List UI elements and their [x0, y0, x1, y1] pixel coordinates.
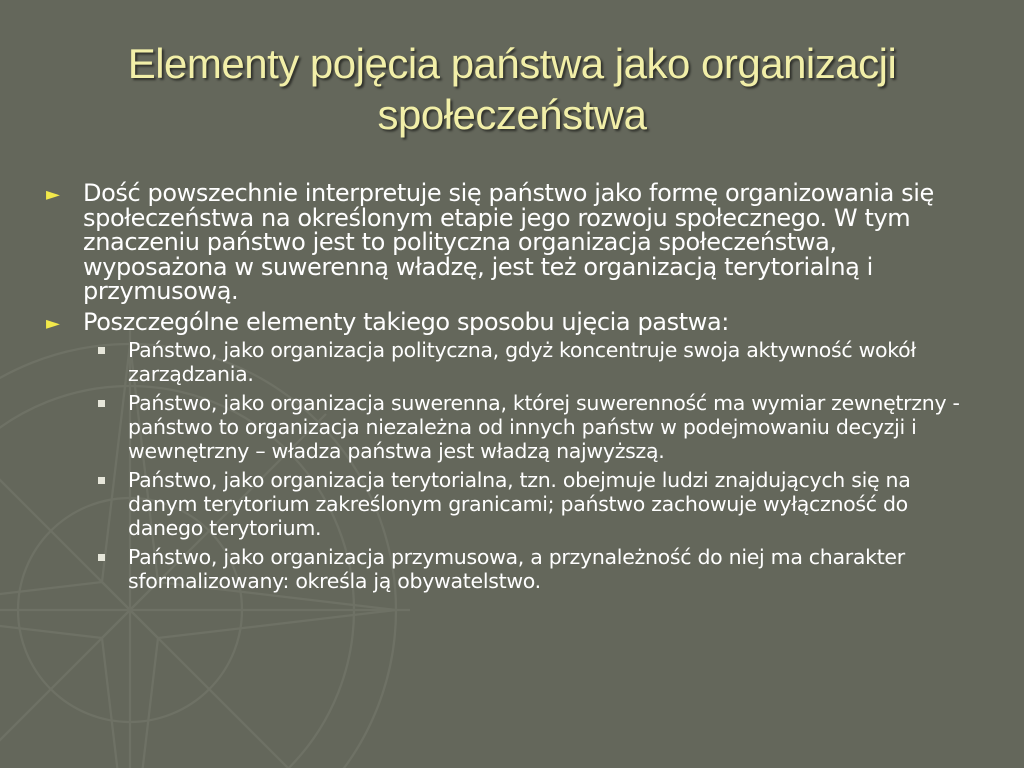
bullet-item	[46, 307, 982, 336]
square-icon	[98, 477, 105, 484]
slide-title	[40, 38, 984, 140]
sub-bullet-text: Państwo, jako organizacja terytorialna, tzn. obejmuje ludzi znajdujących się na danym terytorium zakreślonym granicami; państwo zachowuje wyłączność do danego terytorium.	[128, 468, 911, 540]
sub-bullet-item	[46, 338, 982, 386]
title-line-2: społeczeństwa	[377, 91, 647, 138]
bullet-text: Poszczególne elementy takiego sposobu ujęcia pastwa:	[83, 307, 729, 336]
sub-bullet-text: Państwo, jako organizacja przymusowa, a przynależność do niej ma charakter sformalizowany: określa ją obywatelstwo.	[128, 545, 905, 593]
square-icon	[98, 554, 105, 561]
bullet-text: Dość powszechnie interpretuje się państwo jako formę organizowania się społeczeństwa na określonym etapie jego rozwoju społecznego. W tym znaczeniu państwo jest to polityczna organizacja społeczeństwa, wyposażona w suwerenną władzę, jest też organizacją terytorialną i przymusową.	[83, 179, 934, 305]
title-line-1: Elementy pojęcia państwa jako organizacji	[127, 40, 897, 87]
square-icon	[98, 400, 105, 407]
square-icon	[98, 347, 105, 354]
sub-bullet-text: Państwo, jako organizacja polityczna, gdyż koncentruje swoja aktywność wokół zarządzania.	[128, 338, 916, 386]
triangle-right-icon: ►	[46, 312, 60, 334]
sub-bullet-list	[46, 338, 982, 593]
sub-bullet-text: Państwo, jako organizacja suwerenna, której suwerenność ma wymiar zewnętrzny - państwo to organizacja niezależna od innych państw w podejmowaniu decyzji i wewnętrzny – władza państwa jest władzą najwyższą.	[128, 391, 960, 463]
triangle-right-icon: ►	[46, 184, 60, 205]
bullet-item	[46, 181, 982, 304]
sub-bullet-item	[46, 468, 982, 540]
sub-bullet-item	[46, 391, 982, 463]
slide-content	[46, 181, 982, 598]
sub-bullet-item	[46, 545, 982, 593]
